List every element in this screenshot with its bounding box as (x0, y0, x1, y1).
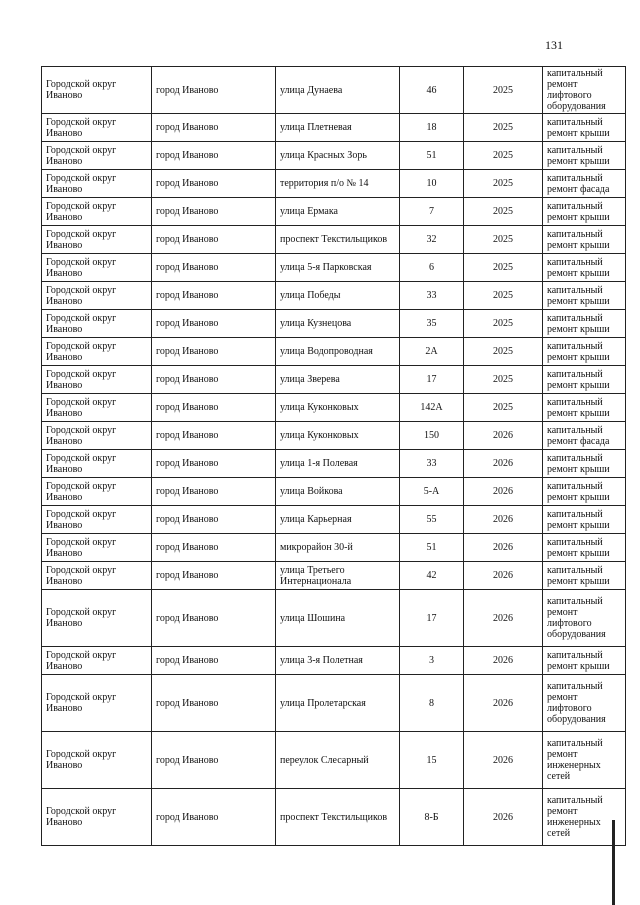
city-cell: город Иваново (152, 590, 276, 647)
house-cell: 51 (400, 534, 464, 562)
city-cell: город Иваново (152, 282, 276, 310)
street-cell: улица Красных Зорь (276, 142, 400, 170)
year-cell: 2025 (464, 310, 543, 338)
street-cell: проспект Текстильщиков (276, 789, 400, 846)
house-cell: 35 (400, 310, 464, 338)
table-row (42, 310, 626, 338)
okrug-cell: Городской округ Иваново (42, 590, 152, 647)
house-cell: 150 (400, 422, 464, 450)
year-cell: 2025 (464, 142, 543, 170)
house-cell: 15 (400, 732, 464, 789)
city-cell: город Иваново (152, 647, 276, 675)
okrug-cell: Городской округ Иваново (42, 114, 152, 142)
street-cell: улица Водопроводная (276, 338, 400, 366)
table-row (42, 675, 626, 732)
street-cell: улица Зверева (276, 366, 400, 394)
table-row (42, 254, 626, 282)
house-cell: 51 (400, 142, 464, 170)
okrug-cell: Городской округ Иваново (42, 450, 152, 478)
page-number: 131 (545, 38, 563, 52)
work-type-cell: капитальный ремонт крыши (543, 338, 626, 366)
city-cell: город Иваново (152, 675, 276, 732)
city-cell: город Иваново (152, 170, 276, 198)
work-type-cell: капитальный ремонт крыши (543, 478, 626, 506)
year-cell: 2025 (464, 198, 543, 226)
city-cell: город Иваново (152, 732, 276, 789)
work-type-cell: капитальный ремонт крыши (543, 254, 626, 282)
city-cell: город Иваново (152, 789, 276, 846)
year-cell: 2025 (464, 114, 543, 142)
year-cell: 2026 (464, 506, 543, 534)
street-cell: проспект Текстильщиков (276, 226, 400, 254)
okrug-cell: Городской округ Иваново (42, 675, 152, 732)
okrug-cell: Городской округ Иваново (42, 394, 152, 422)
house-cell: 7 (400, 198, 464, 226)
house-cell: 5-А (400, 478, 464, 506)
table-row (42, 789, 626, 846)
okrug-cell: Городской округ Иваново (42, 422, 152, 450)
okrug-cell: Городской округ Иваново (42, 282, 152, 310)
year-cell: 2025 (464, 254, 543, 282)
city-cell: город Иваново (152, 67, 276, 114)
year-cell: 2026 (464, 534, 543, 562)
street-cell: улица Дунаева (276, 67, 400, 114)
city-cell: город Иваново (152, 366, 276, 394)
table-row (42, 67, 626, 114)
city-cell: город Иваново (152, 114, 276, 142)
street-cell: переулок Слесарный (276, 732, 400, 789)
okrug-cell: Городской округ Иваново (42, 198, 152, 226)
work-type-cell: капитальный ремонт инженерных сетей (543, 732, 626, 789)
work-type-cell: капитальный ремонт лифтового оборудования (543, 590, 626, 647)
table-row (42, 338, 626, 366)
table-row (42, 114, 626, 142)
work-type-cell: капитальный ремонт крыши (543, 310, 626, 338)
work-type-cell: капитальный ремонт лифтового оборудования (543, 675, 626, 732)
table-row (42, 478, 626, 506)
house-cell: 17 (400, 590, 464, 647)
year-cell: 2026 (464, 789, 543, 846)
okrug-cell: Городской округ Иваново (42, 789, 152, 846)
okrug-cell: Городской округ Иваново (42, 338, 152, 366)
okrug-cell: Городской округ Иваново (42, 647, 152, 675)
street-cell: улица Победы (276, 282, 400, 310)
year-cell: 2026 (464, 422, 543, 450)
house-cell: 46 (400, 67, 464, 114)
work-type-cell: капитальный ремонт крыши (543, 562, 626, 590)
year-cell: 2025 (464, 282, 543, 310)
table-row (42, 732, 626, 789)
year-cell: 2025 (464, 394, 543, 422)
house-cell: 33 (400, 450, 464, 478)
okrug-cell: Городской округ Иваново (42, 226, 152, 254)
street-cell: улица Куконковых (276, 422, 400, 450)
table-row (42, 226, 626, 254)
okrug-cell: Городской округ Иваново (42, 732, 152, 789)
street-cell: улица Кузнецова (276, 310, 400, 338)
house-cell: 18 (400, 114, 464, 142)
house-cell: 10 (400, 170, 464, 198)
year-cell: 2025 (464, 338, 543, 366)
table-row (42, 534, 626, 562)
house-cell: 2А (400, 338, 464, 366)
year-cell: 2026 (464, 732, 543, 789)
city-cell: город Иваново (152, 338, 276, 366)
table-row (42, 562, 626, 590)
table-row (42, 450, 626, 478)
street-cell: улица Третьего Интернационала (276, 562, 400, 590)
street-cell: улица 5-я Парковская (276, 254, 400, 282)
city-cell: город Иваново (152, 562, 276, 590)
city-cell: город Иваново (152, 422, 276, 450)
okrug-cell: Городской округ Иваново (42, 254, 152, 282)
work-type-cell: капитальный ремонт крыши (543, 282, 626, 310)
house-cell: 8 (400, 675, 464, 732)
city-cell: город Иваново (152, 198, 276, 226)
work-type-cell: капитальный ремонт крыши (543, 394, 626, 422)
work-type-cell: капитальный ремонт крыши (543, 534, 626, 562)
work-type-cell: капитальный ремонт фасада (543, 170, 626, 198)
year-cell: 2026 (464, 478, 543, 506)
year-cell: 2026 (464, 647, 543, 675)
house-cell: 142А (400, 394, 464, 422)
street-cell: территория п/о № 14 (276, 170, 400, 198)
city-cell: город Иваново (152, 534, 276, 562)
work-type-cell: капитальный ремонт фасада (543, 422, 626, 450)
okrug-cell: Городской округ Иваново (42, 506, 152, 534)
work-type-cell: капитальный ремонт крыши (543, 647, 626, 675)
city-cell: город Иваново (152, 478, 276, 506)
work-type-cell: капитальный ремонт крыши (543, 114, 626, 142)
year-cell: 2026 (464, 675, 543, 732)
city-cell: город Иваново (152, 506, 276, 534)
house-cell: 6 (400, 254, 464, 282)
okrug-cell: Городской округ Иваново (42, 142, 152, 170)
work-type-cell: капитальный ремонт крыши (543, 198, 626, 226)
street-cell: улица Войкова (276, 478, 400, 506)
table-row (42, 647, 626, 675)
house-cell: 33 (400, 282, 464, 310)
repair-schedule-table (41, 66, 626, 846)
street-cell: микрорайон 30-й (276, 534, 400, 562)
street-cell: улица Ермака (276, 198, 400, 226)
work-type-cell: капитальный ремонт крыши (543, 226, 626, 254)
work-type-cell: капитальный ремонт инженерных сетей (543, 789, 626, 846)
okrug-cell: Городской округ Иваново (42, 478, 152, 506)
house-cell: 3 (400, 647, 464, 675)
work-type-cell: капитальный ремонт крыши (543, 450, 626, 478)
city-cell: город Иваново (152, 450, 276, 478)
year-cell: 2025 (464, 226, 543, 254)
scan-edge-line (612, 820, 615, 905)
city-cell: город Иваново (152, 226, 276, 254)
okrug-cell: Городской округ Иваново (42, 170, 152, 198)
okrug-cell: Городской округ Иваново (42, 67, 152, 114)
city-cell: город Иваново (152, 142, 276, 170)
table-row (42, 366, 626, 394)
table-row (42, 590, 626, 647)
city-cell: город Иваново (152, 254, 276, 282)
table-row (42, 506, 626, 534)
okrug-cell: Городской округ Иваново (42, 310, 152, 338)
work-type-cell: капитальный ремонт крыши (543, 366, 626, 394)
year-cell: 2026 (464, 590, 543, 647)
table-row (42, 282, 626, 310)
street-cell: улица Плетневая (276, 114, 400, 142)
table-row (42, 142, 626, 170)
okrug-cell: Городской округ Иваново (42, 366, 152, 394)
street-cell: улица Шошина (276, 590, 400, 647)
table-row (42, 170, 626, 198)
table-row (42, 198, 626, 226)
year-cell: 2026 (464, 450, 543, 478)
table-row (42, 394, 626, 422)
house-cell: 17 (400, 366, 464, 394)
street-cell: улица Куконковых (276, 394, 400, 422)
work-type-cell: капитальный ремонт крыши (543, 506, 626, 534)
work-type-cell: капитальный ремонт крыши (543, 142, 626, 170)
house-cell: 8-Б (400, 789, 464, 846)
year-cell: 2025 (464, 67, 543, 114)
street-cell: улица 1-я Полевая (276, 450, 400, 478)
year-cell: 2025 (464, 170, 543, 198)
city-cell: город Иваново (152, 394, 276, 422)
street-cell: улица Пролетарская (276, 675, 400, 732)
year-cell: 2025 (464, 366, 543, 394)
house-cell: 42 (400, 562, 464, 590)
okrug-cell: Городской округ Иваново (42, 562, 152, 590)
okrug-cell: Городской округ Иваново (42, 534, 152, 562)
street-cell: улица 3-я Полетная (276, 647, 400, 675)
table-row (42, 422, 626, 450)
work-type-cell: капитальный ремонт лифтового оборудования (543, 67, 626, 114)
house-cell: 55 (400, 506, 464, 534)
year-cell: 2026 (464, 562, 543, 590)
city-cell: город Иваново (152, 310, 276, 338)
street-cell: улица Карьерная (276, 506, 400, 534)
house-cell: 32 (400, 226, 464, 254)
